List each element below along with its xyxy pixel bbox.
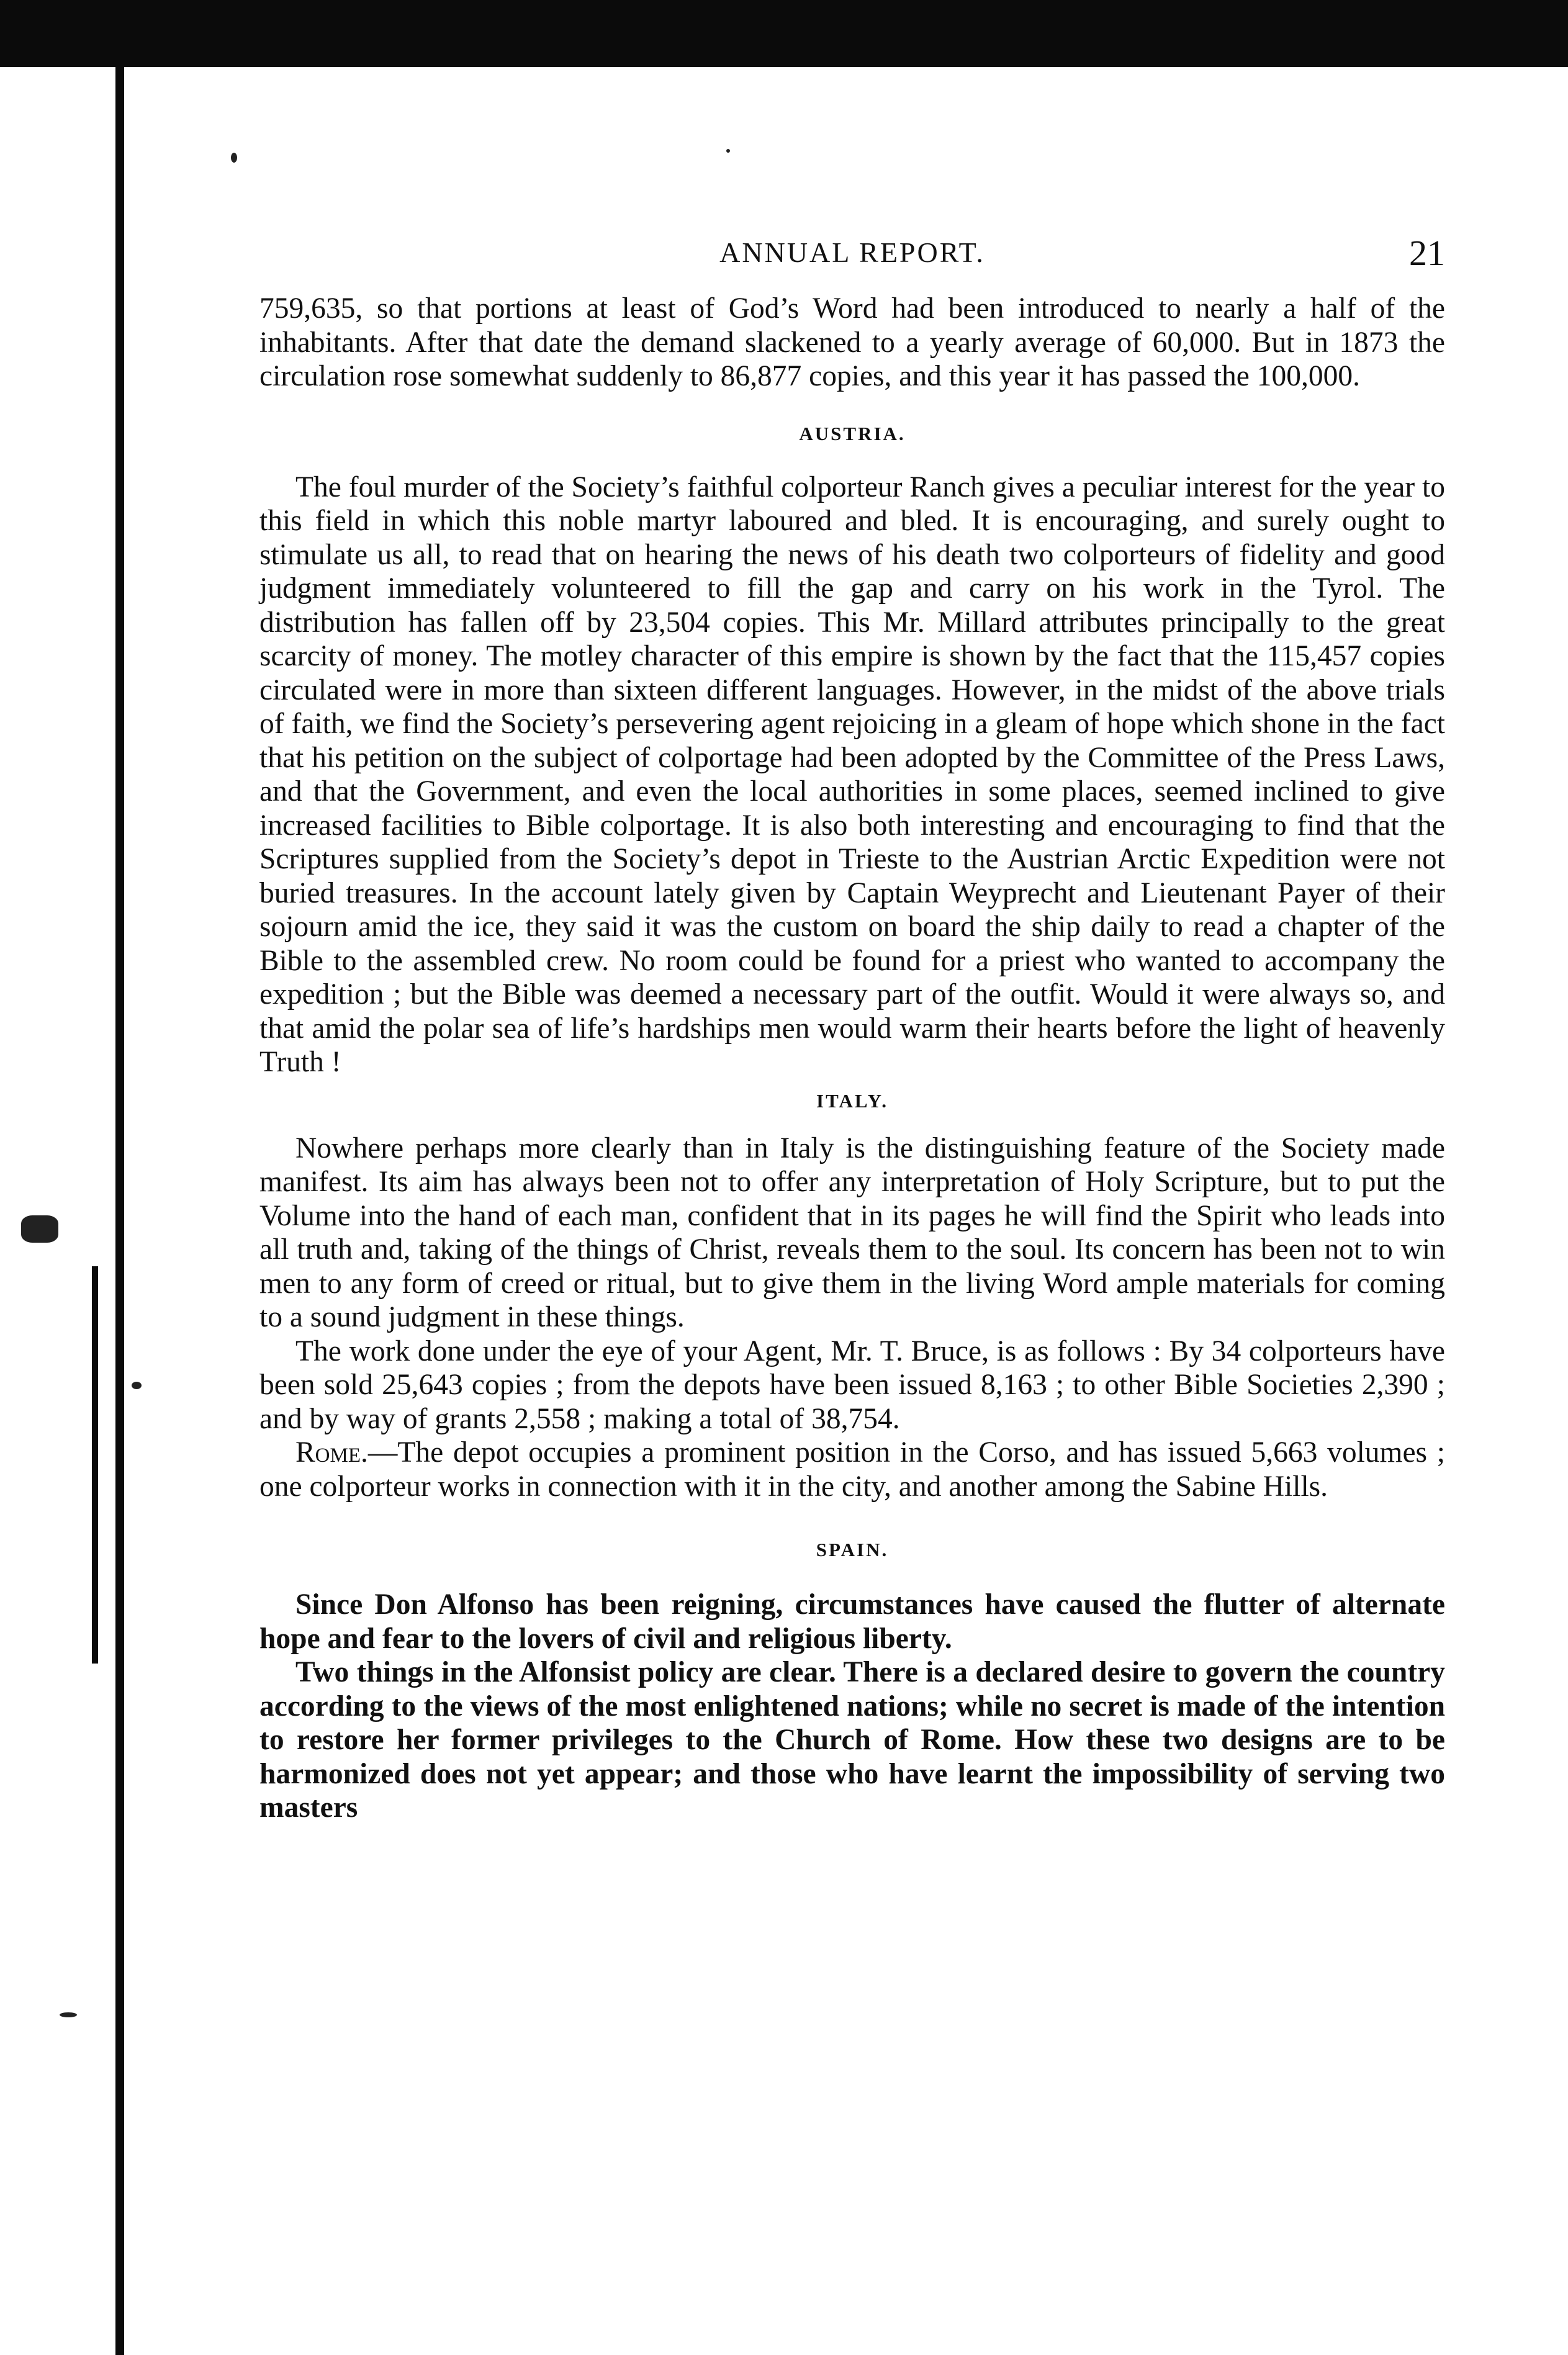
rome-text: —The depot occupies a prominent position in the Corso, and has issued 5,663 volumes ; one colporteur works in connection with it in the city, and another among the Sabine Hills. bbox=[259, 1436, 1445, 1503]
scan-speck bbox=[132, 1382, 142, 1389]
italy-rome-paragraph bbox=[259, 1436, 1445, 1503]
italy-paragraph-1: Nowhere perhaps more clearly than in Italy is the distinguishing feature of the Society made manifest. Its aim has always been not to offer any interpretation of Holy Scripture, but to put the Volume into the hand of each man, confident that in its pages he will find the Spirit who leads into all truth and, taking of the things of Christ, reveals them to the soul. Its concern has been not to win men to any form of creed or ritual, but to give them in the living Word ample materials for coming to a sound judgment in these things. bbox=[259, 1132, 1445, 1333]
scan-speck bbox=[21, 1215, 58, 1243]
scan-speck bbox=[231, 153, 237, 163]
scan-top-border bbox=[0, 0, 1568, 67]
document-page bbox=[259, 233, 1445, 1825]
scan-left-binding-edge bbox=[115, 60, 124, 2355]
scan-speck bbox=[60, 2012, 77, 2017]
section-heading-italy: ITALY. bbox=[816, 1089, 888, 1112]
spain-paragraph-2: Two things in the Alfonsist policy are clear. There is a declared desire to govern the country according to the views of the most enlightened nations; while no secret is made of the intention to restore her former privileges to the Church of Rome. How these two designs are to be harmonized does not yet appear; and those who have learnt the impossibility of serving two masters bbox=[259, 1656, 1445, 1824]
italy-paragraph-2: The work done under the eye of your Agent, Mr. T. Bruce, is as follows : By 34 colporteurs have been sold 25,643 copies ; from the depots have been issued 8,163 ; to other Bible Societies 2,390 ; and by way of grants 2,558 ; making a total of 38,754. bbox=[259, 1335, 1445, 1435]
rome-label: Rome. bbox=[295, 1436, 368, 1469]
spain-paragraph-1: Since Don Alfonso has been reigning, circumstances have caused the flutter of alternate hope and fear to the lovers of civil and religious liberty. bbox=[259, 1588, 1445, 1655]
section-heading-austria: AUSTRIA. bbox=[799, 422, 906, 444]
intro-paragraph: 759,635, so that portions at least of God’s Word had been introduced to nearly a half of the inhabitants. After that date the demand slackened to a yearly average of 60,000. But in 1873 the circulation rose somewhat suddenly to 86,877 copies, and this year it has passed the 100,000. bbox=[259, 292, 1445, 392]
section-heading-spain: SPAIN. bbox=[816, 1539, 889, 1560]
page-number: 21 bbox=[1409, 233, 1445, 273]
austria-paragraph: The foul murder of the Society’s faithful colporteur Ranch gives a peculiar interest for the year to this field in which this noble martyr laboured and bled. It is encouraging, and surely ought to stimulate us all, to read that on hearing the news of his death two colporteurs of fidelity and good judgment immediately volunteered to fill the gap and carry on his work in the Tyrol. The distribution has fallen off by 23,504 copies. This Mr. Millard attributes principally to the great scarcity of money. The motley character of this empire is shown by the fact that the 115,457 copies circulated were in more than sixteen different languages. However, in the midst of the above trials of faith, we find the Society’s persevering agent rejoicing in a gleam of hope which shone in the fact that his petition on the subject of colportage had been adopted by the Committee of the Press Laws, and that the Government, and even the local authorities in some places, seemed inclined to give increased facilities to Bible colportage. It is also both interesting and encouraging to find that the Scriptures supplied from the Society’s depot in Trieste to the Austrian Arctic Expedition were not buried treasures. In the account lately given by Captain Weyprecht and Lieutenant Payer of their sojourn amid the ice, they said it was the custom on board the ship daily to read a chapter of the Bible to the assembled crew. No room could be found for a priest who wanted to accompany the expedition ; but the Bible was deemed a necessary part of the outfit. Would it were always so, and that amid the polar sea of life’s hardships men would warm their hearts before the light of heavenly Truth ! bbox=[259, 471, 1445, 1078]
running-head bbox=[259, 233, 1445, 292]
scan-speck bbox=[726, 149, 730, 153]
scan-left-shadow bbox=[92, 1266, 98, 1664]
running-head-title: ANNUAL REPORT. bbox=[719, 236, 985, 268]
